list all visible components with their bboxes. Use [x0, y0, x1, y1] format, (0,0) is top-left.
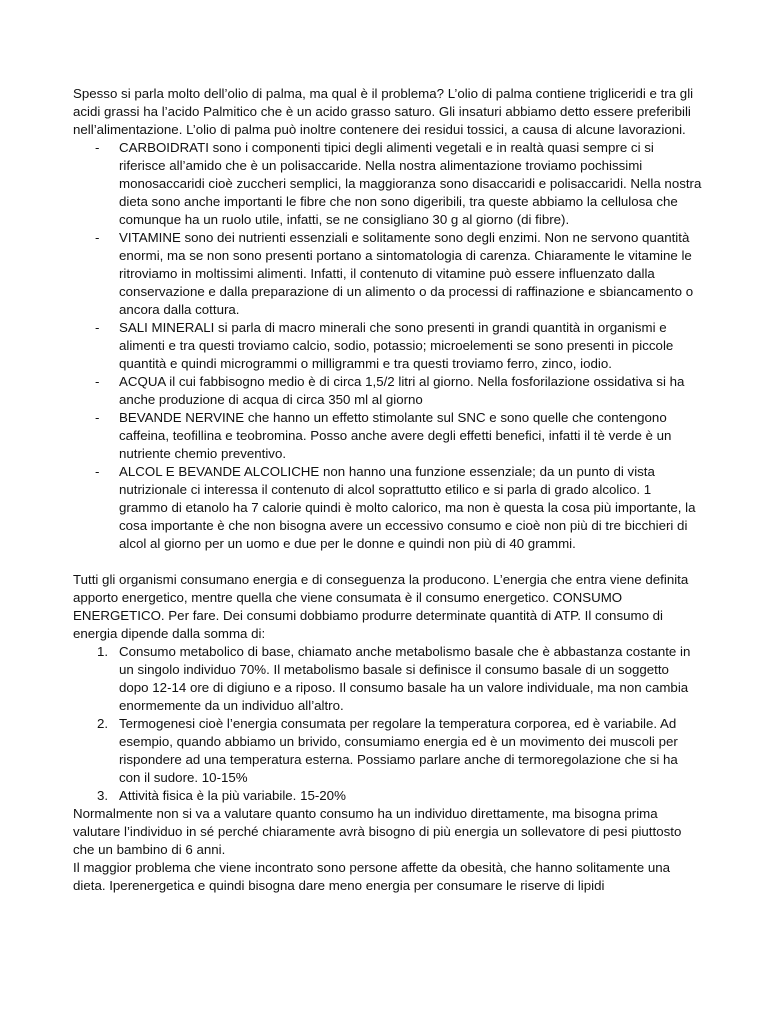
list-number: 1.	[97, 644, 109, 659]
list-item: - VITAMINE sono dei nutrienti essenziali e solitamente sono degli enzimi. Non ne servono quantità enormi, ma se non sono presenti portano a sintomatologia di carenza. Chiaramente le vitamine le ritroviamo in moltissimi alimenti. Infatti, il contenuto di vitamine può essere influenzato dalla conservazione e dalla preparazione di un alimento o da processi di raffinazione e sbiancamento o ancora dalla cottura.	[73, 229, 702, 319]
list-item: - CARBOIDRATI sono i componenti tipici degli alimenti vegetali e in realtà quasi sempre ci si riferisce all’amido che è un polisaccaride. Nella nostra alimentazione troviamo pochissimi monosaccaridi cioè zuccheri semplici, la maggioranza sono disaccaridi e polisaccaridi. Nella nostra dieta sono anche importanti le fibre che non sono digeribili, tra queste abbiamo la cellulosa che comunque ha un ruolo utile, infatti, se ne consigliano 30 g al giorno (di fibre).	[73, 139, 702, 229]
list-item	[73, 643, 702, 715]
list-item	[73, 715, 702, 787]
list-item: - ALCOL E BEVANDE ALCOLICHE non hanno una funzione essenziale; da un punto di vista nutrizionale ci interessa il contenuto di alcol soprattutto etilico e si parla di grado alcolico. 1 grammo di etanolo ha 7 calorie quindi è molto calorico, ma non è questa la cosa più importante, la cosa importante è che non bisogna avere un eccessivo consumo e cioè non più di tre bicchieri di alcol al giorno per un uomo e due per le donne e quindi non più di 40 grammi.	[73, 463, 702, 553]
intro-paragraph: Spesso si parla molto dell’olio di palma, ma qual è il problema? L’olio di palma contiene trigliceridi e tra gli acidi grassi ha l’acido Palmitico che è un acido grasso saturo. Gli insaturi abbiamo detto essere preferibili nell’alimentazione. L’olio di palma può inoltre contenere dei residui tossici, a causa di alcune lavorazioni.	[73, 86, 694, 137]
energy-components-list	[73, 643, 702, 805]
nutrient-list	[73, 139, 702, 553]
list-item: - BEVANDE NERVINE che hanno un effetto stimolante sul SNC e sono quelle che contengono caffeina, teofillina e teobromina. Posso anche avere degli effetti benefici, infatti il tè verde è un nutriente chemio preventivo.	[73, 409, 702, 463]
list-number: 2.	[97, 716, 109, 731]
list-item: - ACQUA il cui fabbisogno medio è di circa 1,5/2 litri al giorno. Nella fosforilazione ossidativa si ha anche produzione di acqua di circa 350 ml al giorno	[73, 373, 702, 409]
list-item-text: Attività fisica è la più variabile. 15-20%	[119, 788, 346, 803]
list-item: - SALI MINERALI si parla di macro minerali che sono presenti in grandi quantità in organismi e alimenti e tra questi troviamo calcio, sodio, potassio; microelementi se sono presenti in piccole quantità e quindi microgrammi o milligrammi e tra questi troviamo ferro, zinco, iodio.	[73, 319, 702, 373]
list-item-text: Termogenesi cioè l’energia consumata per regolare la temperatura corporea, ed è variabile. Ad esempio, quando abbiamo un brivido, consumiamo energia ed è un movimento dei muscoli per rispondere ad una temperatura esterna. Possiamo parlare anche di termoregolazione che si ha con il sudore. 10-15%	[119, 716, 678, 785]
evaluation-paragraph: Normalmente non si va a valutare quanto consumo ha un individuo direttamente, ma bisogna prima valutare l’individuo in sé perché chiaramente avrà bisogno di più energia un sollevatore di pesi piuttosto che un bambino di 6 anni.	[73, 806, 682, 857]
list-item-text: Consumo metabolico di base, chiamato anche metabolismo basale che è abbastanza costante in un singolo individuo 70%. Il metabolismo basale si definisce il consumo basale di un soggetto dopo 12-14 ore di digiuno e a riposo. Il consumo basale ha un valore individuale, ma non cambia enormemente da un individuo all’altro.	[119, 644, 691, 713]
energy-intro-paragraph: Tutti gli organismi consumano energia e di conseguenza la producono. L’energia che entra viene definita apporto energetico, mentre quella che viene consumata è il consumo energetico. CONSUMO ENERGETICO. Per fare. Dei consumi dobbiamo produrre determinate quantità di ATP. Il consumo di energia dipende dalla somma di:	[73, 572, 689, 641]
list-number: 3.	[97, 788, 109, 803]
list-item	[73, 787, 702, 805]
obesity-paragraph: Il maggior problema che viene incontrato sono persone affette da obesità, che hanno solitamente una dieta. Iperenergetica e quindi bisogna dare meno energia per consumare le riserve di lipidi	[73, 860, 671, 893]
paragraph-gap	[73, 553, 702, 571]
